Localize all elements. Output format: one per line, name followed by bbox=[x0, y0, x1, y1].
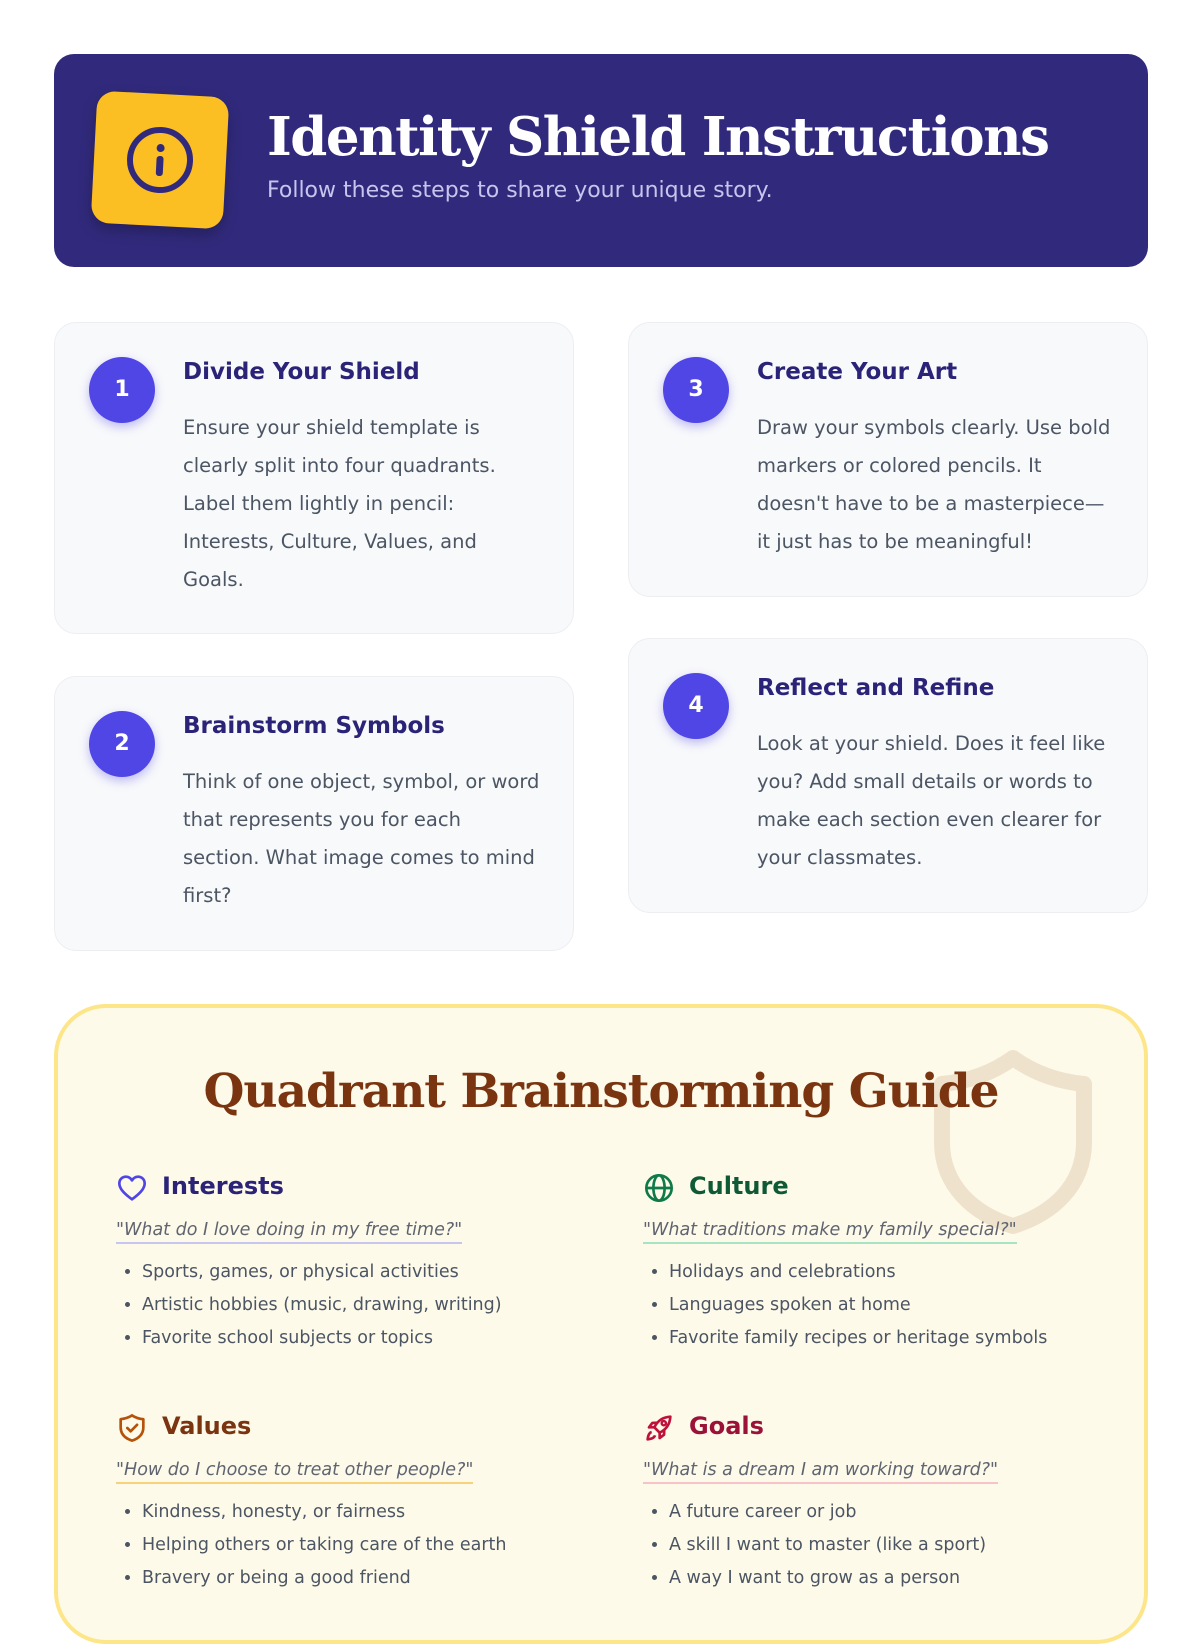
quadrant-question: "What do I love doing in my free time?" bbox=[116, 1220, 462, 1244]
step-title: Brainstorm Symbols bbox=[183, 713, 445, 739]
step-number: 2 bbox=[89, 711, 155, 777]
list-item: • A way I want to grow as a person bbox=[669, 1562, 1113, 1595]
quadrant-list bbox=[643, 1496, 1113, 1595]
step-number: 1 bbox=[89, 357, 155, 423]
list-item: • Artistic hobbies (music, drawing, writing) bbox=[142, 1289, 586, 1322]
step-card-2 bbox=[54, 676, 574, 951]
quadrant-list bbox=[116, 1496, 586, 1595]
list-item: • Favorite school subjects or topics bbox=[142, 1322, 586, 1355]
list-item: • Holidays and celebrations bbox=[669, 1256, 1113, 1289]
quadrant-question: "What is a dream I am working toward?" bbox=[643, 1460, 998, 1484]
step-title: Reflect and Refine bbox=[757, 675, 995, 701]
step-card-3 bbox=[628, 322, 1148, 597]
step-card-4 bbox=[628, 638, 1148, 913]
quadrant-values bbox=[116, 1410, 586, 1595]
globe-icon bbox=[643, 1172, 675, 1204]
page-title: Identity Shield Instructions bbox=[267, 106, 1049, 168]
step-body: Ensure your shield template is clearly split into four quadrants. Label them lightly in pencil: Interests, Culture, Values, and Goals. bbox=[183, 416, 496, 591]
step-title: Create Your Art bbox=[757, 359, 958, 385]
list-item: • A skill I want to master (like a sport) bbox=[669, 1529, 1113, 1562]
step-body: Look at your shield. Does it feel like you? Add small details or words to make each section even clearer for your classmates. bbox=[757, 732, 1106, 869]
header-banner bbox=[54, 54, 1148, 267]
quadrant-goals bbox=[643, 1410, 1113, 1595]
list-item: • Sports, games, or physical activities bbox=[142, 1256, 586, 1289]
step-body: Draw your symbols clearly. Use bold markers or colored pencils. It doesn't have to be a masterpiece—it just has to be meaningful! bbox=[757, 416, 1111, 553]
quadrant-culture bbox=[643, 1170, 1113, 1355]
quadrant-question: "How do I choose to treat other people?" bbox=[116, 1460, 473, 1484]
heart-icon bbox=[116, 1172, 148, 1204]
list-item: • Bravery or being a good friend bbox=[142, 1562, 586, 1595]
list-item: • Languages spoken at home bbox=[669, 1289, 1113, 1322]
quadrant-title: Interests bbox=[162, 1172, 284, 1200]
quadrant-list bbox=[116, 1256, 586, 1355]
brainstorming-guide bbox=[54, 1004, 1148, 1644]
quadrant-question: "What traditions make my family special?" bbox=[643, 1220, 1017, 1244]
quadrant-interests bbox=[116, 1170, 586, 1355]
step-body: Think of one object, symbol, or word that represents you for each section. What image comes to mind first? bbox=[183, 770, 540, 907]
list-item: • Helping others or taking care of the earth bbox=[142, 1529, 586, 1562]
info-badge bbox=[91, 91, 230, 230]
guide-title: Quadrant Brainstorming Guide bbox=[203, 1064, 999, 1119]
rocket-icon bbox=[643, 1412, 675, 1444]
list-item: • Favorite family recipes or heritage symbols bbox=[669, 1322, 1113, 1355]
quadrant-title: Culture bbox=[689, 1172, 789, 1200]
shield-check-icon bbox=[116, 1412, 148, 1444]
page-subtitle: Follow these steps to share your unique story. bbox=[267, 178, 773, 203]
quadrant-list bbox=[643, 1256, 1113, 1355]
step-number: 3 bbox=[663, 357, 729, 423]
step-number: 4 bbox=[663, 673, 729, 739]
list-item: • A future career or job bbox=[669, 1496, 1113, 1529]
list-item: • Kindness, honesty, or fairness bbox=[142, 1496, 586, 1529]
step-title: Divide Your Shield bbox=[183, 359, 420, 385]
quadrant-title: Values bbox=[162, 1412, 252, 1440]
info-icon bbox=[124, 124, 195, 195]
step-card-1 bbox=[54, 322, 574, 634]
quadrant-title: Goals bbox=[689, 1412, 764, 1440]
